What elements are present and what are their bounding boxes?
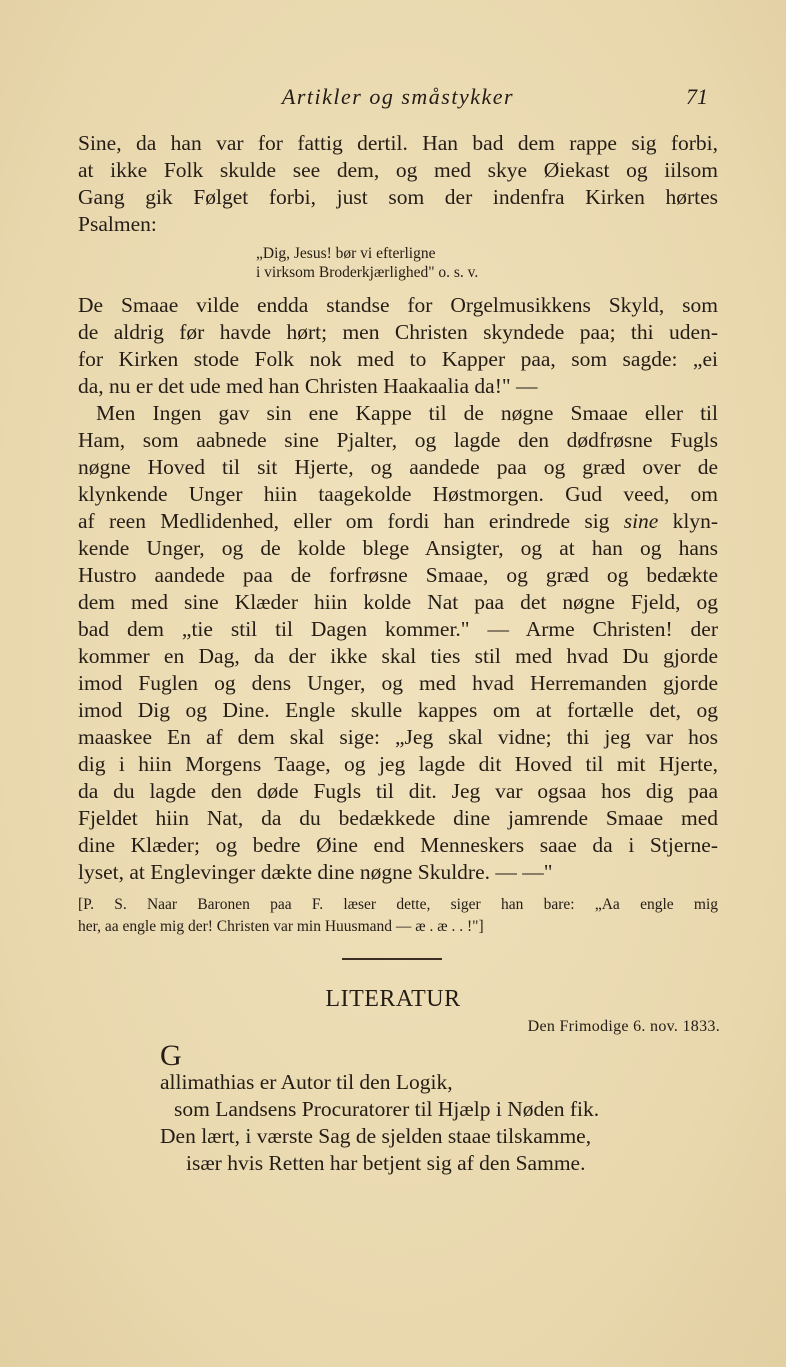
drop-cap: G: [160, 1039, 182, 1072]
text-line: nøgne Hoved til sit Hjerte, og aandede paa og græd over de: [78, 455, 718, 479]
source-citation: Den Frimodige 6. nov. 1833.: [527, 1018, 720, 1035]
text-line: imod Dig og Dine. Engle skulle kappes om at fortælle det, og: [78, 698, 718, 722]
text-line: at ikke Folk skulde see dem, og med skye Øiekast og iilsom: [78, 158, 718, 182]
text-line: lyset, at Englevinger dækte dine nøgne Skuldre. — —": [78, 860, 553, 884]
postscript-line: her, aa engle mig der! Christen var min Huusmand — æ . æ . . !"]: [78, 918, 484, 935]
text-line: bad dem „tie stil til Dagen kommer." — Arme Christen! der: [78, 617, 718, 641]
text-segment: klyn-: [658, 509, 719, 533]
quote-line: „Dig, Jesus! bør vi efterligne: [256, 245, 436, 262]
text-line: for Kirken stode Folk nok med to Kapper paa, som sagde: „ei: [78, 347, 718, 371]
quote-line: i virksom Broderkjærlighed" o. s. v.: [256, 264, 479, 281]
text-line: dig i hiin Morgens Taage, og jeg lagde dit Hoved til mit Hjerte,: [78, 752, 718, 776]
text-line: Men Ingen gav sin ene Kappe til de nøgne Smaae eller til: [96, 401, 718, 425]
poem-line: især hvis Retten har betjent sig af den Samme.: [186, 1151, 586, 1175]
text-line: da du lagde den døde Fugls til dit. Jeg var ogsaa hos dig paa: [78, 779, 718, 803]
text-line: kende Unger, og de kolde blege Ansigter, og at han og hans: [78, 536, 718, 560]
postscript: [78, 894, 718, 938]
text-line-with-italic: [78, 508, 718, 535]
hymn-quote: [256, 244, 718, 282]
text-segment: af reen Medlidenhed, eller om fordi han erindrede sig: [78, 509, 610, 533]
text-line: imod Fuglen og dens Unger, og med hvad Herremanden gjorde: [78, 671, 718, 695]
postscript-line: [P. S. Naar Baronen paa F. læser dette, siger han bare: „Aa engle mig: [78, 896, 718, 913]
text-line: maaskee En af dem skal sige: „Jeg skal vidne; thi jeg var hos: [78, 725, 718, 749]
page-header: [78, 84, 718, 116]
text-line: Ham, som aabnede sine Pjalter, og lagde den dødfrøsne Fugls: [78, 428, 718, 452]
article-body: [78, 130, 718, 938]
text-line: kommer en Dag, da der ikke skal ties stil med hvad Du gjorde: [78, 644, 718, 668]
poem-line: som Landsens Procuratorer til Hjælp i Nøden fik.: [174, 1097, 600, 1121]
running-title: Artikler og småstykker: [281, 84, 515, 109]
poem-line: Den lært, i værste Sag de sjelden staae tilskamme,: [160, 1124, 592, 1148]
epigram-poem: [160, 1039, 720, 1177]
text-line: Gang gik Følget forbi, just som der indenfra Kirken hørtes: [78, 185, 718, 209]
text-line: Fjeldet hiin Nat, da du bedækkede dine jamrende Smaae med: [78, 806, 718, 830]
page-number: 71: [686, 84, 708, 109]
text-line: klynkende Unger hiin taagekolde Høstmorgen. Gud veed, om: [78, 482, 718, 506]
text-line: dine Klæder; og bedre Øine end Menneskers saae da i Stjerne-: [78, 833, 718, 857]
text-line: De Smaae vilde endda standse for Orgelmusikkens Skyld, som: [78, 293, 718, 317]
text-line: da, nu er det ude med han Christen Haakaalia da!" —: [78, 374, 538, 398]
section-heading: LITERATUR: [325, 986, 461, 1012]
italic-word: sine: [623, 509, 659, 533]
text-line: Psalmen:: [78, 212, 157, 236]
poem-line-text: allimathias er Autor til den Logik,: [160, 1070, 453, 1094]
poem-line: [160, 1039, 720, 1096]
section-divider: [342, 958, 442, 960]
text-line: de aldrig før havde hørt; men Christen skyndede paa; thi uden-: [78, 320, 718, 344]
text-line: dem med sine Klæder hiin kolde Nat paa det nøgne Fjeld, og: [78, 590, 718, 614]
text-line: Sine, da han var for fattig dertil. Han bad dem rappe sig forbi,: [78, 131, 718, 155]
text-line: Hustro aandede paa de forfrøsne Smaae, og græd og bedækte: [78, 563, 718, 587]
